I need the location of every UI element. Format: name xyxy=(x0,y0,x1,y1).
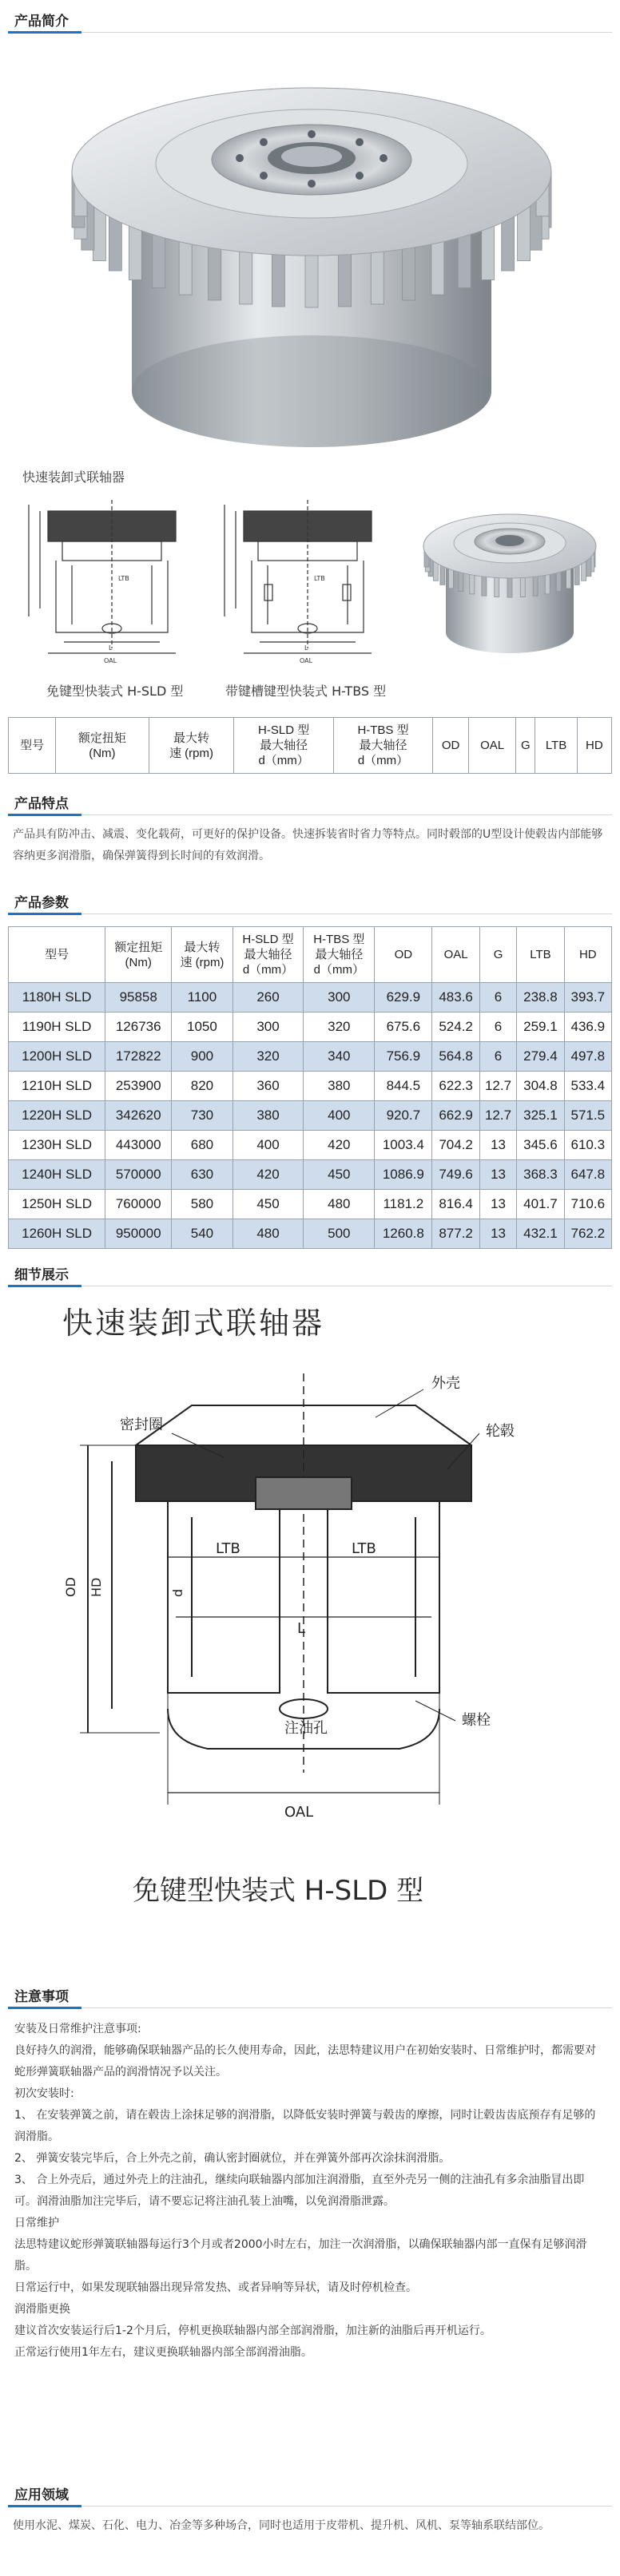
table-cell: 1250H SLD xyxy=(9,1190,105,1219)
l-label: L xyxy=(304,644,308,652)
table-cell: 443000 xyxy=(105,1131,172,1160)
fin-tooth xyxy=(305,252,318,307)
table-cell: 420 xyxy=(232,1160,304,1190)
table-cell: 1230H SLD xyxy=(9,1131,105,1160)
table-cell: 300 xyxy=(304,983,375,1013)
table-cell: 340 xyxy=(304,1042,375,1072)
table-cell: 844.5 xyxy=(375,1072,432,1101)
table-cell: 1050 xyxy=(172,1013,232,1042)
fin-tooth xyxy=(545,573,550,594)
detail-drawing-caption: 免键型快装式 H-SLD 型 xyxy=(133,1875,424,1907)
table-cell: 400 xyxy=(232,1131,304,1160)
table-cell: 762.2 xyxy=(564,1219,611,1249)
note-line: 安装及日常维护注意事项: xyxy=(14,2023,141,2035)
table-cell: 380 xyxy=(304,1072,375,1101)
table-header-cell: OAL xyxy=(469,718,516,774)
table-header-cell: HD xyxy=(564,927,611,983)
table-cell: 401.7 xyxy=(517,1190,564,1219)
fin-tooth xyxy=(507,577,512,597)
fin-tooth xyxy=(459,571,463,592)
table-cell: 345.6 xyxy=(517,1131,564,1160)
fin-tooth xyxy=(482,224,495,279)
fin-tooth xyxy=(109,215,121,271)
table-cell: 622.3 xyxy=(432,1072,479,1101)
fin-tooth xyxy=(556,571,561,592)
table-cell: 920.7 xyxy=(375,1101,432,1131)
table-cell: 279.4 xyxy=(517,1042,564,1072)
fin-tooth xyxy=(448,568,453,589)
section-accent-bar xyxy=(8,2007,81,2009)
section-accent-bar xyxy=(8,1285,81,1287)
oil-hole-label: 注油孔 xyxy=(284,1720,328,1737)
fin-tooth xyxy=(495,577,499,597)
fin-tooth xyxy=(209,244,221,300)
table-cell: 1003.4 xyxy=(375,1131,432,1160)
section-accent-bar xyxy=(8,913,81,915)
table-cell: 238.8 xyxy=(517,983,564,1013)
note-line: 初次安装时: xyxy=(14,2087,74,2100)
table-cell: 126736 xyxy=(105,1013,172,1042)
section-intro-label: 产品简介 xyxy=(14,14,69,30)
section-accent-bar xyxy=(8,2505,81,2507)
table-cell: 420 xyxy=(304,1131,375,1160)
table-cell: 816.4 xyxy=(432,1190,479,1219)
section-notes-title xyxy=(8,1980,612,2008)
table-header-cell: HD xyxy=(577,718,611,774)
oal-label: OAL xyxy=(300,657,313,664)
table-header-cell: H-SLD 型 最大轴径 d（mm） xyxy=(234,718,333,774)
table-cell: 13 xyxy=(479,1131,516,1160)
table-cell: 1100 xyxy=(172,983,232,1013)
table-row xyxy=(9,1072,612,1101)
section-detail-title xyxy=(8,1258,612,1286)
section-features-title xyxy=(8,787,612,815)
note-line: 1、 在安装弹簧之前，请在毂齿上涂抹足够的润滑脂，以降低安装时弹簧与毂齿的摩擦，同时让毂齿齿底预存有足够的润滑脂。 xyxy=(14,2109,596,2143)
table-header-cell: H-TBS 型 最大轴径 d（mm） xyxy=(333,718,432,774)
table-cell: 342620 xyxy=(105,1101,172,1131)
table-cell: 1210H SLD xyxy=(9,1072,105,1101)
fin-tooth xyxy=(482,575,487,596)
note-line: 3、 合上外壳后，通过外壳上的注油孔，继续向联轴器内部加注润滑脂，直至外壳另一侧的注油孔有多余油脂冒出即可。润滑油脂加注完毕后，请不要忘记将注油孔装上油嘴，以免润滑脂泄露。 xyxy=(14,2174,585,2208)
table-header-cell: 额定扭矩 (Nm) xyxy=(56,718,149,774)
table-row xyxy=(9,1219,612,1249)
fin-tooth xyxy=(179,239,192,295)
table-row xyxy=(9,1190,612,1219)
table-header-cell: 最大转 速 (rpm) xyxy=(172,927,232,983)
drawing-title: 快速装卸式联轴器 xyxy=(22,470,125,485)
table-cell: 647.8 xyxy=(564,1160,611,1190)
table-cell: 1240H SLD xyxy=(9,1160,105,1190)
table-cell: 610.3 xyxy=(564,1131,611,1160)
header-table-row xyxy=(9,718,612,774)
l-label: L xyxy=(109,644,113,652)
table-cell: 95858 xyxy=(105,983,172,1013)
table-header-cell: H-SLD 型 最大轴径 d（mm） xyxy=(232,927,304,983)
fin-tooth xyxy=(129,224,141,279)
table-cell: 571.5 xyxy=(564,1101,611,1131)
table-cell: 400 xyxy=(304,1101,375,1131)
table-cell: 253900 xyxy=(105,1072,172,1101)
table-cell: 300 xyxy=(232,1013,304,1042)
table-cell: 320 xyxy=(232,1042,304,1072)
table-cell: 500 xyxy=(304,1219,375,1249)
table-cell: 877.2 xyxy=(432,1219,479,1249)
note-line: 法思特建议蛇形弹簧联轴器每运行3个月或者2000小时左右，加注一次润滑脂，以确保联轴器内部一直保有足够润滑脂。 xyxy=(14,2238,587,2273)
table-cell: 172822 xyxy=(105,1042,172,1072)
table-cell: 900 xyxy=(172,1042,232,1072)
fin-tooth xyxy=(402,244,415,300)
fin-tooth xyxy=(431,239,444,295)
table-cell: 710.6 xyxy=(564,1190,611,1219)
table-cell: 1220H SLD xyxy=(9,1101,105,1131)
table-header-cell: G xyxy=(516,718,535,774)
table-cell: 524.2 xyxy=(432,1013,479,1042)
section-detail-label: 细节展示 xyxy=(14,1267,69,1283)
table-row xyxy=(9,1131,612,1160)
table-cell: 12.7 xyxy=(479,1101,516,1131)
table-cell: 704.2 xyxy=(432,1131,479,1160)
table-cell: 6 xyxy=(479,983,516,1013)
table-cell: 675.6 xyxy=(375,1013,432,1042)
oal-label: OAL xyxy=(284,1804,314,1821)
table-cell: 497.8 xyxy=(564,1042,611,1072)
section-intro-title xyxy=(8,5,612,33)
param-table-header xyxy=(9,927,612,983)
gear-sleeve-label: 轮毂 xyxy=(486,1423,515,1440)
table-cell: 259.1 xyxy=(517,1013,564,1042)
caption-htbs: 带键槽键型快装式 H-TBS 型 xyxy=(225,684,387,699)
hd-label: HD xyxy=(89,1577,104,1597)
oal-label: OAL xyxy=(104,657,117,664)
table-cell: 1260H SLD xyxy=(9,1219,105,1249)
product-photo-small xyxy=(415,497,604,664)
table-cell: 6 xyxy=(479,1042,516,1072)
table-cell: 13 xyxy=(479,1219,516,1249)
table-cell: 570000 xyxy=(105,1160,172,1190)
table-cell: 6 xyxy=(479,1013,516,1042)
fin-tooth xyxy=(520,577,525,597)
table-header-cell: LTB xyxy=(517,927,564,983)
fin-tooth xyxy=(470,573,475,594)
table-cell: 432.1 xyxy=(517,1219,564,1249)
table-row xyxy=(9,1013,612,1042)
section-params-title xyxy=(8,886,612,914)
fin-tooth xyxy=(533,575,538,596)
table-row xyxy=(9,983,612,1013)
seal-ring-label: 密封圈 xyxy=(120,1417,163,1433)
d-label: d xyxy=(170,1588,185,1597)
table-cell: 360 xyxy=(232,1072,304,1101)
table-header-cell: G xyxy=(479,927,516,983)
table-cell: 368.3 xyxy=(517,1160,564,1190)
table-cell: 760000 xyxy=(105,1190,172,1219)
notes-body xyxy=(14,2019,606,2364)
table-cell: 540 xyxy=(172,1219,232,1249)
fin-tooth xyxy=(339,251,352,307)
table-cell: 629.9 xyxy=(375,983,432,1013)
table-header-cell: H-TBS 型 最大轴径 d（mm） xyxy=(304,927,375,983)
note-line: 建议首次安装运行后1-2个月后，停机更换联轴器内部全部润滑脂，加注新的油脂后再开机运行。 xyxy=(14,2324,491,2337)
bolt-label: 螺栓 xyxy=(462,1712,491,1729)
table-cell: 1260.8 xyxy=(375,1219,432,1249)
table-cell: 1086.9 xyxy=(375,1160,432,1190)
table-row xyxy=(9,1160,612,1190)
table-cell: 393.7 xyxy=(564,983,611,1013)
table-cell: 1190H SLD xyxy=(9,1013,105,1042)
detail-drawing xyxy=(48,1357,591,1845)
table-row xyxy=(9,1101,612,1131)
caption-hsld: 免键型快装式 H-SLD 型 xyxy=(46,684,184,699)
fin-tooth xyxy=(566,568,571,589)
table-cell: 320 xyxy=(304,1013,375,1042)
note-line: 良好持久的润滑，能够确保联轴器产品的长久使用寿命，因此，法思特建议用户在初始安装时、日常维护时，都需要对蛇形弹簧联轴器产品的润滑情况予以关注。 xyxy=(14,2044,596,2079)
header-table xyxy=(8,717,612,774)
table-header-cell: 型号 xyxy=(9,927,105,983)
table-header-cell: 额定扭矩 (Nm) xyxy=(105,927,172,983)
table-header-cell: OD xyxy=(375,927,432,983)
table-cell: 483.6 xyxy=(432,983,479,1013)
fin-tooth xyxy=(153,232,165,288)
table-cell: 564.8 xyxy=(432,1042,479,1072)
table-cell: 533.4 xyxy=(564,1072,611,1101)
table-header-cell: LTB xyxy=(535,718,577,774)
fin-tooth xyxy=(371,248,384,304)
section-features-label: 产品特点 xyxy=(14,796,69,812)
table-cell: 1200H SLD xyxy=(9,1042,105,1072)
table-header-cell: OAL xyxy=(432,927,479,983)
table-cell: 820 xyxy=(172,1072,232,1101)
table-cell: 12.7 xyxy=(479,1072,516,1101)
ltb-label: LTB xyxy=(352,1540,376,1557)
section-params-label: 产品参数 xyxy=(14,895,69,911)
od-label: OD xyxy=(63,1577,78,1597)
table-cell: 950000 xyxy=(105,1219,172,1249)
table-cell: 756.9 xyxy=(375,1042,432,1072)
note-line: 日常维护 xyxy=(14,2217,59,2229)
drawing-htbs-small xyxy=(212,489,403,671)
table-cell: 450 xyxy=(232,1190,304,1219)
table-cell: 260 xyxy=(232,983,304,1013)
table-cell: 13 xyxy=(479,1190,516,1219)
drawing-hsld-small xyxy=(16,489,208,671)
note-line: 正常运行使用1年左右，建议更换联轴器内部全部润滑油脂。 xyxy=(14,2346,312,2359)
fin-tooth xyxy=(458,232,471,288)
table-cell: 1180H SLD xyxy=(9,983,105,1013)
note-line: 2、 弹簧安装完毕后，合上外壳之前，确认密封圈就位，并在弹簧外部再次涂抹润滑脂。 xyxy=(14,2152,451,2165)
ltb-label: LTB xyxy=(314,575,325,582)
section-notes-label: 注意事项 xyxy=(14,1989,69,2005)
section-accent-bar xyxy=(8,814,81,816)
ltb-label: LTB xyxy=(216,1540,240,1557)
table-cell: 580 xyxy=(172,1190,232,1219)
param-table xyxy=(8,926,612,1249)
ltb-label: LTB xyxy=(118,575,129,582)
outer-shell-label: 外壳 xyxy=(431,1375,460,1392)
table-cell: 436.9 xyxy=(564,1013,611,1042)
table-header-cell: OD xyxy=(433,718,469,774)
table-cell: 730 xyxy=(172,1101,232,1131)
l-label: L xyxy=(297,1620,306,1637)
table-header-cell: 型号 xyxy=(9,718,56,774)
table-cell: 630 xyxy=(172,1160,232,1190)
table-cell: 325.1 xyxy=(517,1101,564,1131)
table-header-cell: 最大转 速 (rpm) xyxy=(149,718,234,774)
fin-tooth xyxy=(272,251,284,307)
table-cell: 380 xyxy=(232,1101,304,1131)
section-application-title xyxy=(8,2479,612,2507)
product-photo-large xyxy=(0,32,620,455)
table-row xyxy=(9,1042,612,1072)
table-cell: 1181.2 xyxy=(375,1190,432,1219)
features-text: 产品具有防冲击、减震、变化载荷，可更好的保护设备。快速拆装省时省力等特点。同时毂部的U型设计使毂齿内部能够容纳更多润滑脂，确保弹簧得到长时间的有效润滑。 xyxy=(13,828,603,862)
table-cell: 480 xyxy=(304,1190,375,1219)
table-cell: 450 xyxy=(304,1160,375,1190)
table-cell: 480 xyxy=(232,1219,304,1249)
application-text: 使用水泥、煤炭、石化、电力、冶金等多种场合，同时也适用于皮带机、提升机、风机、泵等轴系联结部位。 xyxy=(13,2519,550,2532)
section-application-label: 应用领域 xyxy=(14,2487,69,2503)
note-line: 润滑脂更换 xyxy=(14,2303,70,2316)
table-cell: 662.9 xyxy=(432,1101,479,1131)
table-cell: 13 xyxy=(479,1160,516,1190)
detail-drawing-title: 快速装卸式联轴器 xyxy=(62,1306,325,1341)
table-cell: 749.6 xyxy=(432,1160,479,1190)
fin-tooth xyxy=(502,215,515,271)
note-line: 日常运行中，如果发现联轴器出现异常发热、或者异响等异状，请及时停机检查。 xyxy=(14,2281,417,2294)
table-cell: 304.8 xyxy=(517,1072,564,1101)
fin-tooth xyxy=(240,248,252,304)
table-cell: 680 xyxy=(172,1131,232,1160)
